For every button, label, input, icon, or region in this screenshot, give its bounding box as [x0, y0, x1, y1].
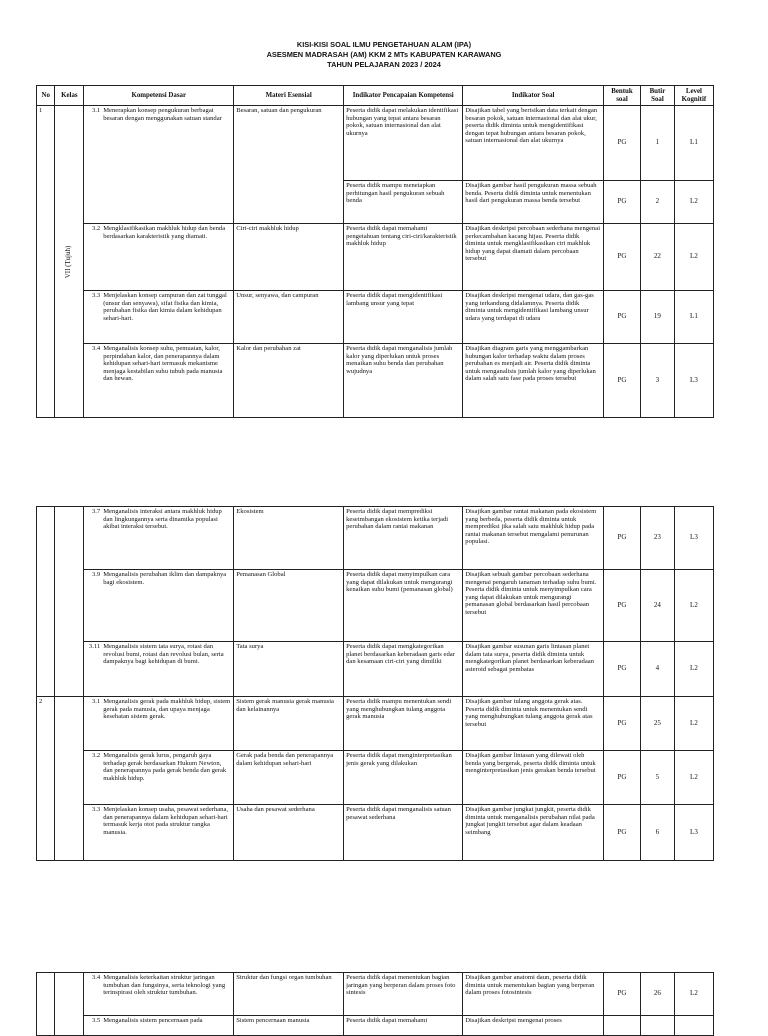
col-materi: Materi Esensial: [234, 86, 344, 106]
bentuk-cell: PG: [604, 507, 641, 570]
level-cell: L2: [674, 642, 713, 697]
level-cell: L2: [674, 570, 713, 642]
indikator-cell: Disajikan gambar lintasan yang dilewati oleh benda yang bergerak, peserta didik diminta untuk menginterpretasikan jenis gerakan benda tersebut: [463, 751, 604, 805]
butir-cell: 23: [640, 507, 674, 570]
table-row: [37, 570, 714, 642]
table-row: [37, 344, 714, 418]
bentuk-cell: PG: [604, 291, 641, 344]
butir-cell: 22: [640, 224, 674, 291]
indikator-cell: Disajikan gambar tulang anggota gerak atas. Peserta didik diminta untuk menentukan sendi yang menghubungkan tulang anggota gerak atas tersebut: [463, 697, 604, 751]
table-row: [37, 973, 714, 1016]
kd-number: 3.3: [84, 805, 101, 861]
kd-text: Menganalisis gerak pada makhluk hidup, sistem gerak pada manusia, dan upaya menjaga kesehatan sistem gerak.: [101, 697, 234, 751]
materi-cell: Kalor dan perubahan zat: [234, 344, 344, 418]
indikator-cell: Disajikan gambar anatomi daun, peserta didik diminta untuk menentukan bagian yang berperan dalam proses fotosintesis: [463, 973, 604, 1016]
col-bentuk-soal: Bentuk soal: [604, 86, 641, 106]
ipk-cell: Peserta didik mampu menetapkan perhitungan hasil pengukuran sebuah benda: [344, 181, 463, 224]
level-cell: L2: [674, 697, 713, 751]
bentuk-cell: PG: [604, 973, 641, 1016]
ipk-cell: Peserta didik dapat menentukan bagian jaringan yang berperan dalam proses foto sintesis: [344, 973, 463, 1016]
bentuk-cell: PG: [604, 224, 641, 291]
table-row: [37, 224, 714, 291]
col-level-kognitif: Level Kognitif: [674, 86, 713, 106]
bentuk-cell: PG: [604, 805, 641, 861]
level-cell: L2: [674, 181, 713, 224]
kd-text: Menjelaskan konsep campuran dan zat tunggal (unsur dan senyawa), sifat fisika dan kimia, perubahan fisika dan kimia dalam kehidupan sehari-hari.: [101, 291, 234, 344]
ipk-cell: Peserta didik dapat menganalisis jumlah kalor yang diperlukan untuk proses menaikan suhu benda dan perubahan wujudnya: [344, 344, 463, 418]
butir-cell: 1: [640, 106, 674, 181]
col-indikator-soal: Indikator Soal: [463, 86, 604, 106]
materi-cell: Sistem gerak manusia gerak manusia dan kelainannya: [234, 697, 344, 751]
col-kompetensi-dasar: Kompetensi Dasar: [84, 86, 234, 106]
materi-cell: Ekosistem: [234, 507, 344, 570]
kisi-kisi-table-page-3: [36, 972, 714, 1036]
row-kelas: [55, 507, 84, 697]
ipk-cell: Peserta didik dapat mengkategorikan planet berdasarkan keberadaan garis edar dan kesamaan ciri-ciri yang dimiliki: [344, 642, 463, 697]
kd-number: 3.7: [84, 507, 101, 570]
indikator-cell: Disajikan sebuah gambar percobaan sederhana mengenai pengaruh tanaman terhadap suhu bumi. Peserta didik diminta untuk menyimpulkan cara yang dapat dilakukan untuk mengurangi pemanasan global berdasarkan hasil percobaan tersebut: [463, 570, 604, 642]
level-cell: L2: [674, 973, 713, 1016]
indikator-cell: Disajikan deskripsi mengenai proses: [463, 1016, 604, 1036]
materi-cell: Ciri-ciri makhluk hidup: [234, 224, 344, 291]
kd-number: 3.4: [84, 344, 101, 418]
butir-cell: 2: [640, 181, 674, 224]
col-butir-soal: Butir Soal: [640, 86, 674, 106]
kd-text: Menganalisis interaksi antara makhluk hidup dan lingkungannya serta dinamika populasi akibat interaksi tersebut.: [101, 507, 234, 570]
bentuk-cell: PG: [604, 642, 641, 697]
bentuk-cell: PG: [604, 697, 641, 751]
level-cell: L3: [674, 344, 713, 418]
header-title: KISI-KISI SOAL ILMU PENGETAHUAN ALAM (IPA): [296, 40, 472, 49]
materi-cell: Usaha dan pesawat sederhana: [234, 805, 344, 861]
butir-cell: 5: [640, 751, 674, 805]
kd-number: 3.1: [84, 697, 101, 751]
table-row: [37, 751, 714, 805]
kd-number: 3.2: [84, 751, 101, 805]
row-no: [37, 973, 55, 1036]
table-row: [37, 291, 714, 344]
kd-text: Menganalisis sistem tata surya, rotasi dan revolusi bumi, rotasi dan revolusi bulan, serta dampaknya bagi kehidupan di bumi.: [101, 642, 234, 697]
indikator-cell: Disajikan diagram garis yang menggambarkan hubungan kalor terhadap waktu dalam proses perubahan es menjadi air. Peserta didik diminta untuk menganalisis jumlah kalor yang diperlukan dalam salah satu fase pada proses tersebut: [463, 344, 604, 418]
kd-number: 3.4: [84, 973, 101, 1016]
indikator-cell: Disajikan deskripsi percobaan sederhana mengenai perkecambahan kacang hijau. Peserta didik diminta untuk mengklasifikasikan ciri makhluk hidup yang dapat diamati dalam percobaan tersebut: [463, 224, 604, 291]
level-cell: L2: [674, 751, 713, 805]
table-row: [37, 805, 714, 861]
kd-number: 3.11: [84, 642, 101, 697]
materi-cell: Unsur, senyawa, dan campuran: [234, 291, 344, 344]
level-cell: L1: [674, 291, 713, 344]
col-ipk: Indikator Pencapaian Kompetensi: [344, 86, 463, 106]
table-row: [37, 106, 714, 181]
butir-cell: [640, 1016, 674, 1036]
kd-number: 3.1: [84, 106, 101, 224]
header-subtitle: ASESMEN MADRASAH (AM) KKM 2 MTs KABUPATEN KARAWANG: [266, 50, 502, 59]
ipk-cell: Peserta didik dapat mengidentifikasi lambang unsur yang tepat: [344, 291, 463, 344]
materi-cell: Tata surya: [234, 642, 344, 697]
table-row: [37, 697, 714, 751]
kd-number: 3.5: [84, 1016, 101, 1036]
kd-text: Menganalisis gerak lurus, pengaruh gaya terhadap gerak berdasarkan Hukum Newton, dan penerapannya pada gerak benda dan gerak makhluk hidup.: [101, 751, 234, 805]
ipk-cell: Peserta didik dapat memahami: [344, 1016, 463, 1036]
materi-cell: Struktur dan fungsi organ tumbuhan: [234, 973, 344, 1016]
row-kelas: [55, 973, 84, 1036]
bentuk-cell: PG: [604, 181, 641, 224]
row-no: 1: [37, 106, 55, 418]
butir-cell: 26: [640, 973, 674, 1016]
bentuk-cell: PG: [604, 570, 641, 642]
document-header: [0, 40, 768, 70]
level-cell: L3: [674, 805, 713, 861]
butir-cell: 6: [640, 805, 674, 861]
indikator-cell: Disajikan tabel yang berisikan data terkait dengan besaran pokok, satuan internasional dan alat ukur, peserta didik diminta untuk mengidentifikasi dengan tepat hubungan antara besaran pokok, satuan internasional dan alat ukurnya: [463, 106, 604, 181]
row-kelas: [55, 697, 84, 861]
kd-text: Menjelaskan konsep usaha, pesawat sederhana, dan penerapannya dalam kehidupan sehari-hari termasuk kerja otot pada struktur rangka manusia.: [101, 805, 234, 861]
ipk-cell: Peserta didik mampu menentukan sendi yang menghubungkan tulang anggota gerak manusia: [344, 697, 463, 751]
kd-number: 3.2: [84, 224, 101, 291]
bentuk-cell: PG: [604, 751, 641, 805]
kd-text: Menganalisis sistem pencernaan pada: [101, 1016, 234, 1036]
kd-text: Mengklasifikasikan makhluk hidup dan benda berdasarkan karakteristik yang diamati.: [101, 224, 234, 291]
kd-text: Menganalisis perubahan iklim dan dampaknya bagi ekosistem.: [101, 570, 234, 642]
row-no: 2: [37, 697, 55, 861]
kd-number: 3.9: [84, 570, 101, 642]
butir-cell: 19: [640, 291, 674, 344]
kisi-kisi-table-page-1: [36, 85, 714, 418]
bentuk-cell: PG: [604, 106, 641, 181]
level-cell: [674, 1016, 713, 1036]
level-cell: L1: [674, 106, 713, 181]
col-kelas: Kelas: [55, 86, 84, 106]
materi-cell: Besaran, satuan dan pengukuran: [234, 106, 344, 224]
table-row: [37, 642, 714, 697]
indikator-cell: Disajikan deskripsi mengenai udara, dan gas-gas yang terkandung didalamnya. Peserta didik diminta untuk mengidentifikasi lambang unsur udara yang terdapat di udara: [463, 291, 604, 344]
butir-cell: 3: [640, 344, 674, 418]
col-no: No: [37, 86, 55, 106]
ipk-cell: Peserta didik dapat memahami pengetahuan tentang ciri-ciri/karakteristik makhluk hidup: [344, 224, 463, 291]
kisi-kisi-table-page-2: [36, 506, 714, 861]
kelas-label: VII (Tujuh): [64, 245, 73, 278]
level-cell: L3: [674, 507, 713, 570]
header-year: TAHUN PELAJARAN 2023 / 2024: [327, 60, 441, 69]
level-cell: L2: [674, 224, 713, 291]
ipk-cell: Peserta didik dapat menyimpulkan cara yang dapat dilakukan untuk mengurangi kenaikan suhu bumi (pemanasan global): [344, 570, 463, 642]
row-no: [37, 507, 55, 697]
materi-cell: Pemanasan Global: [234, 570, 344, 642]
row-kelas: [55, 106, 84, 418]
kd-text: Menganalisis keterkaitan struktur jaringan tumbuhan dan fungsinya, serta teknologi yang terinspirasi oleh struktur tumbuhan.: [101, 973, 234, 1016]
ipk-cell: Peserta didik dapat melakukan identifikasi hubungan yang tepat antara besaran pokok, satuan internasional dan alat ukurnya: [344, 106, 463, 181]
materi-cell: Sistem pencernaan manusia: [234, 1016, 344, 1036]
butir-cell: 4: [640, 642, 674, 697]
butir-cell: 25: [640, 697, 674, 751]
table-row: [37, 507, 714, 570]
bentuk-cell: [604, 1016, 641, 1036]
indikator-cell: Disajikan gambar jungkat jungkit, peserta didik diminta untuk menganalisis perubahan nilai pada jungkat jungkit tersebut agar dalam keadaan seimbang: [463, 805, 604, 861]
ipk-cell: Peserta didik dapat memprediksi keseimbangan ekosistem ketika terjadi perubahan dalam rantai makanan: [344, 507, 463, 570]
materi-cell: Gerak pada benda dan penerapannya dalam kehidupan sehari-hari: [234, 751, 344, 805]
table-row: [37, 1016, 714, 1036]
indikator-cell: Disajikan gambar susunan garis lintasan planet dalam tata surya, peserta didik diminta untuk mengkategorikan planet berdasarkan keberadaan asteroid sebagai pembatas: [463, 642, 604, 697]
butir-cell: 24: [640, 570, 674, 642]
indikator-cell: Disajikan gambar rantai makanan pada ekosistem yang berbeda, peserta didik diminta untuk memprediksi jika salah satu makhluk hidup pada rantai makanan tersebut mengalami penurunan populasi.: [463, 507, 604, 570]
ipk-cell: Peserta didik dapat menginterpretasikan jenis gerak yang dilakukan: [344, 751, 463, 805]
bentuk-cell: PG: [604, 344, 641, 418]
kd-text: Menganalisis konsep suhu, pemuaian, kalor, perpindahan kalor, dan penerapannya dalam kehidupan sehari-hari termasuk mekanisme menjaga kestabilan suhu tubuh pada manusia dan hewan.: [101, 344, 234, 418]
indikator-cell: Disajikan gambar hasil pengukuran massa sebuah benda. Peserta didik diminta untuk menentukan hasil dari pengukuran massa benda tersebut: [463, 181, 604, 224]
kd-number: 3.3: [84, 291, 101, 344]
table-header-row: [37, 86, 714, 106]
kd-text: Menerapkan konsep pengukuran berbagai besaran dengan menggunakan satuan standar: [101, 106, 234, 224]
ipk-cell: Peserta didik dapat menganalisis satuan pesawat sederhana: [344, 805, 463, 861]
